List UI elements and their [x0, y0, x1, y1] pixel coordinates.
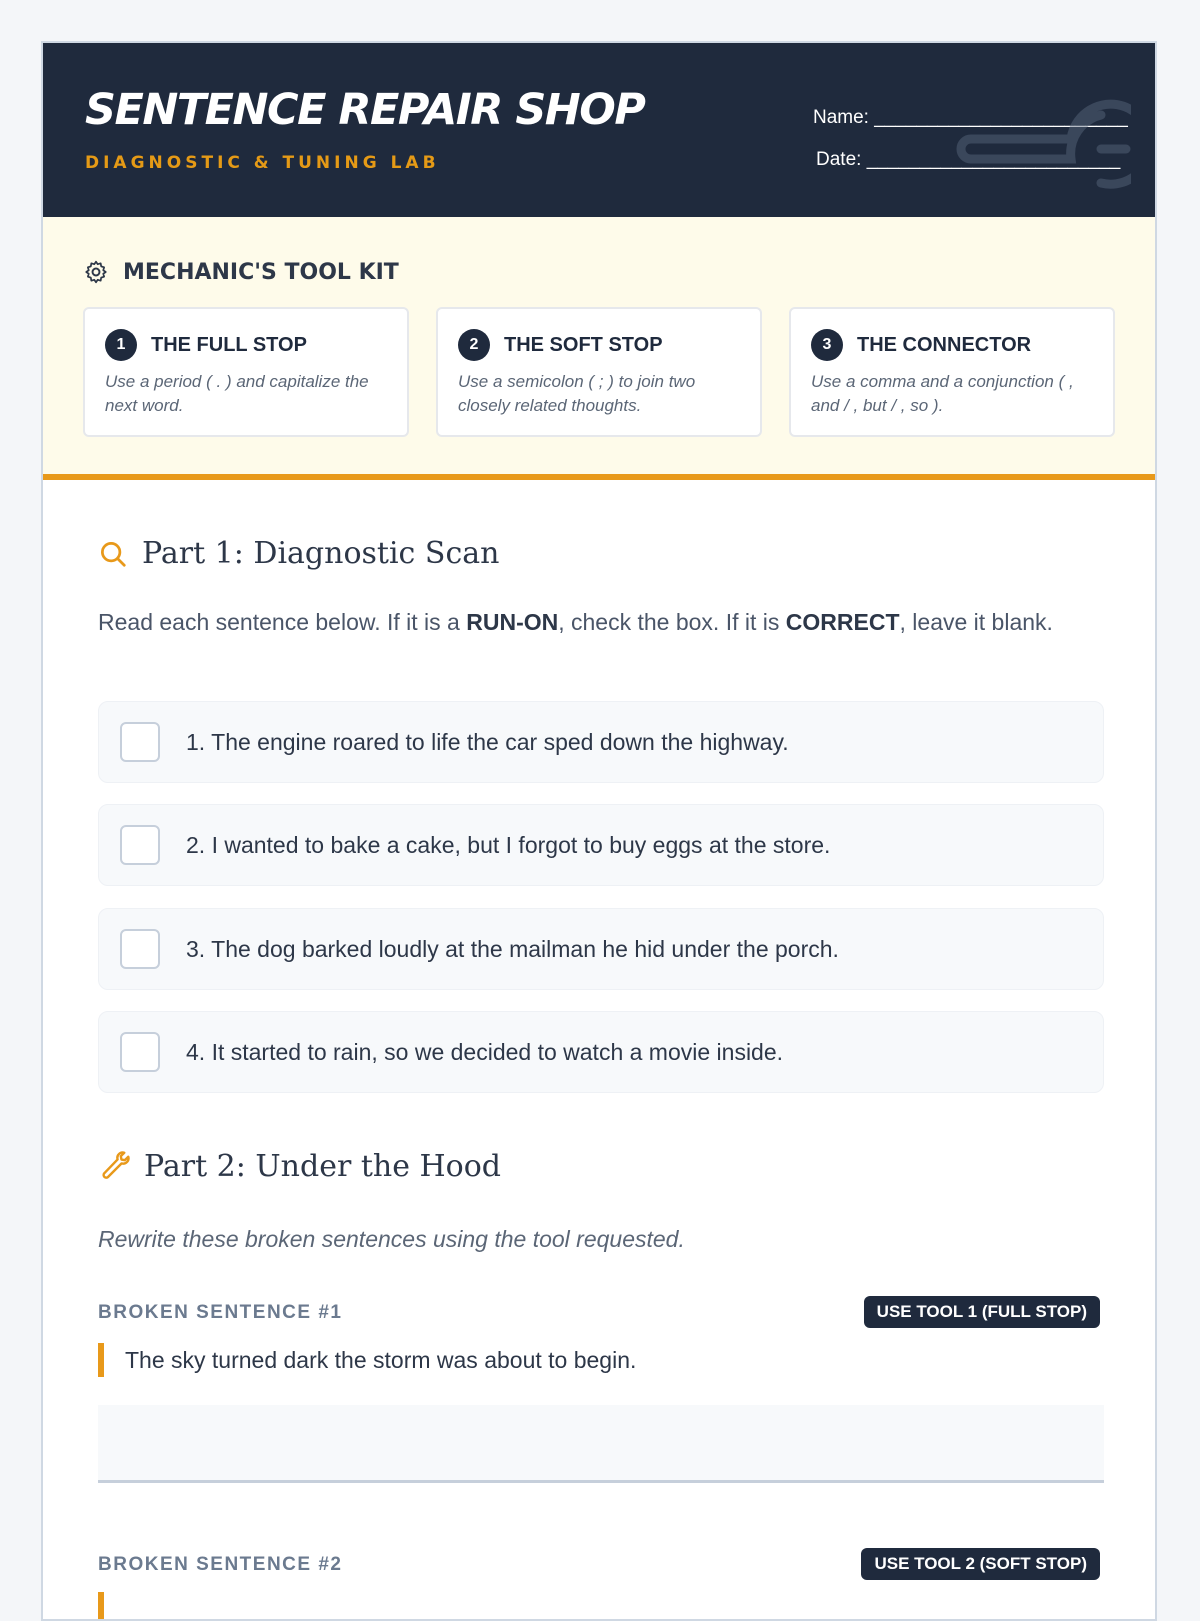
broken-sentence-label: BROKEN SENTENCE #1 [98, 1302, 343, 1323]
date-field[interactable]: Date: ________________________ [816, 149, 1121, 170]
part1-heading [98, 536, 499, 571]
header-banner [43, 43, 1155, 217]
broken-sentence: The sky turned dark the storm was about to begin. [98, 1343, 636, 1377]
scan-item [98, 701, 1104, 783]
search-icon [98, 539, 128, 569]
correct-keyword: CORRECT [785, 609, 900, 635]
page-title: SENTENCE REPAIR SHOP [85, 85, 645, 135]
tool-badge: USE TOOL 2 (SOFT STOP) [861, 1548, 1100, 1580]
broken-sentence [98, 1592, 125, 1621]
scan-sentence: 4. It started to rain, so we decided to watch a movie inside. [186, 1038, 784, 1065]
tool-description: Use a comma and a conjunction ( , and / , but / , so ). [811, 372, 1074, 415]
tool-number-badge: 1 [105, 329, 137, 361]
tool-number-badge: 3 [811, 329, 843, 361]
scan-checkbox[interactable] [120, 1032, 160, 1072]
part2-title: Part 2: Under the Hood [144, 1149, 501, 1184]
part2-instructions: Rewrite these broken sentences using the tool requested. [98, 1226, 685, 1252]
toolkit-title: MECHANIC'S TOOL KIT [123, 259, 399, 285]
run-on-keyword: RUN-ON [466, 609, 559, 635]
gear-icon [83, 259, 109, 285]
worksheet [41, 41, 1157, 1621]
tool-name: THE SOFT STOP [504, 333, 663, 356]
scan-checkbox[interactable] [120, 929, 160, 969]
tool-card-connector [789, 307, 1115, 437]
name-field[interactable]: Name: ________________________ [813, 107, 1128, 128]
part1-instructions: Read each sentence below. If it is a RUN-ON, check the box. If it is CORRECT, leave it blank. [98, 609, 1053, 635]
tool-badge: USE TOOL 1 (FULL STOP) [864, 1296, 1100, 1328]
part2-heading [98, 1149, 501, 1184]
answer-field[interactable] [98, 1405, 1104, 1483]
wrench-icon [98, 1151, 130, 1183]
tool-number-badge: 2 [458, 329, 490, 361]
broken-sentence-label: BROKEN SENTENCE #2 [98, 1554, 343, 1575]
scan-sentence: 2. I wanted to bake a cake, but I forgot to buy eggs at the store. [186, 831, 831, 858]
tool-name: THE FULL STOP [151, 333, 307, 356]
tool-description: Use a semicolon ( ; ) to join two closely related thoughts. [458, 372, 696, 415]
tool-name: THE CONNECTOR [857, 333, 1032, 356]
toolkit-section [43, 217, 1155, 480]
scan-checkbox[interactable] [120, 825, 160, 865]
scan-checkbox[interactable] [120, 722, 160, 762]
tool-description: Use a period ( . ) and capitalize the next word. [105, 372, 369, 415]
wrench-watermark-icon [951, 99, 1131, 199]
scan-item [98, 804, 1104, 886]
toolkit-heading [83, 259, 399, 285]
tool-card-soft-stop [436, 307, 762, 437]
page-subtitle: DIAGNOSTIC & TUNING LAB [85, 153, 440, 173]
part1-title: Part 1: Diagnostic Scan [142, 536, 500, 571]
scan-sentence: 1. The engine roared to life the car sped down the highway. [186, 728, 789, 755]
scan-item [98, 908, 1104, 990]
scan-sentence: 3. The dog barked loudly at the mailman he hid under the porch. [186, 935, 839, 962]
scan-item [98, 1011, 1104, 1093]
tool-card-full-stop [83, 307, 409, 437]
